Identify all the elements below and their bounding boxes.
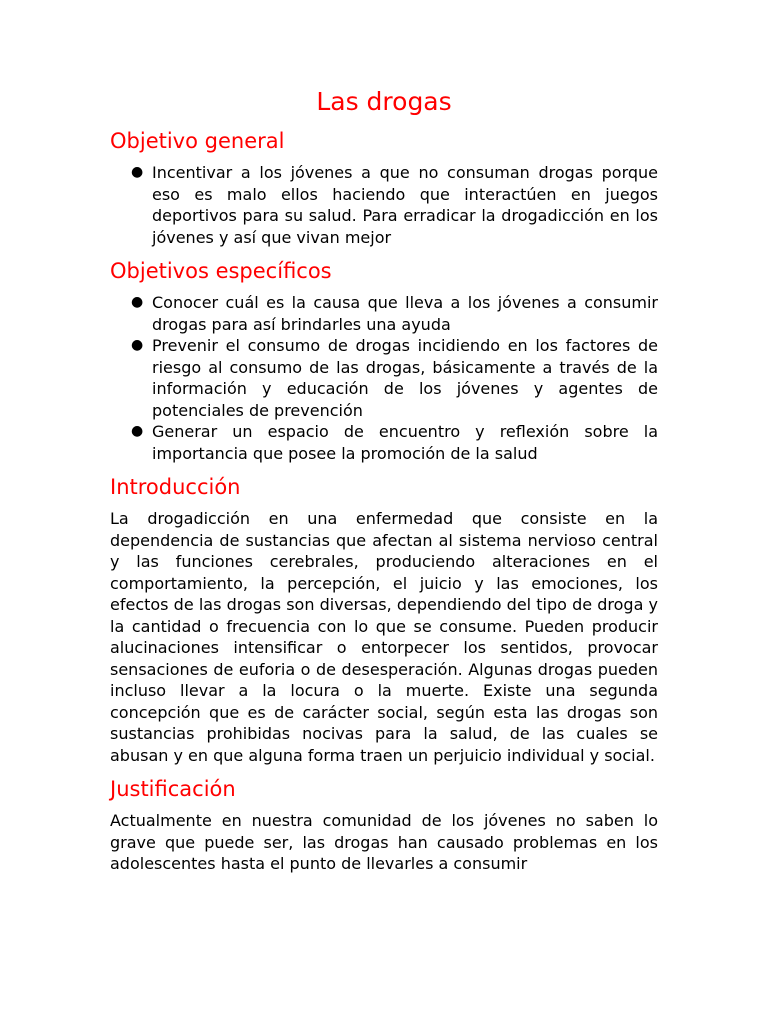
objetivo-general-list [110,162,658,248]
list-item-text: Conocer cuál es la causa que lleva a los jóvenes a consumir drogas para así brindarles una ayuda [152,293,658,334]
bullet-icon: ● [131,294,144,310]
heading-objetivos-especificos: Objetivos específicos [110,259,332,283]
heading-objetivo-general: Objetivo general [110,129,285,153]
list-item [110,421,658,464]
document-title: Las drogas [316,87,452,116]
list-item [110,335,658,421]
introduccion-paragraph: La drogadicción en una enfermedad que consiste en la dependencia de sustancias que afectan al sistema nervioso central y las funciones cerebrales, produciendo alteraciones en el comportamiento, la percepción, el juicio y las emociones, los efectos de las drogas son diversas, dependiendo del tipo de droga y la cantidad o frecuencia con lo que se consume. Pueden producir alucinaciones intensificar o entorpecer los sentidos, provocar sensaciones de euforia o de desesperación. Algunas drogas pueden incluso llevar a la locura o la muerte. Existe una segunda concepción que es de carácter social, según esta las drogas son sustancias prohibidas nocivas para la salud, de las cuales se abusan y en que alguna forma traen un perjuicio individual y social. [110,509,658,765]
heading-introduccion: Introducción [110,475,241,499]
objetivos-especificos-list [110,292,658,464]
list-item [110,162,658,248]
bullet-icon: ● [131,164,144,180]
list-item-text: Incentivar a los jóvenes a que no consuman drogas porque eso es malo ellos haciendo que interactúen en juegos deportivos para su salud. Para erradicar la drogadicción en los jóvenes y así que vivan mejor [152,163,658,247]
document-page [110,86,658,875]
list-item-text: Prevenir el consumo de drogas incidiendo en los factores de riesgo al consumo de las drogas, básicamente a través de la información y educación de los jóvenes y agentes de potenciales de prevención [152,336,658,420]
bullet-icon: ● [131,337,144,353]
heading-justificacion: Justificación [110,777,236,801]
list-item [110,292,658,335]
bullet-icon: ● [131,423,144,439]
list-item-text: Generar un espacio de encuentro y reflexión sobre la importancia que posee la promoción de la salud [152,422,658,463]
justificacion-paragraph: Actualmente en nuestra comunidad de los jóvenes no saben lo grave que puede ser, las drogas han causado problemas en los adolescentes hasta el punto de llevarles a consumir [110,811,658,873]
